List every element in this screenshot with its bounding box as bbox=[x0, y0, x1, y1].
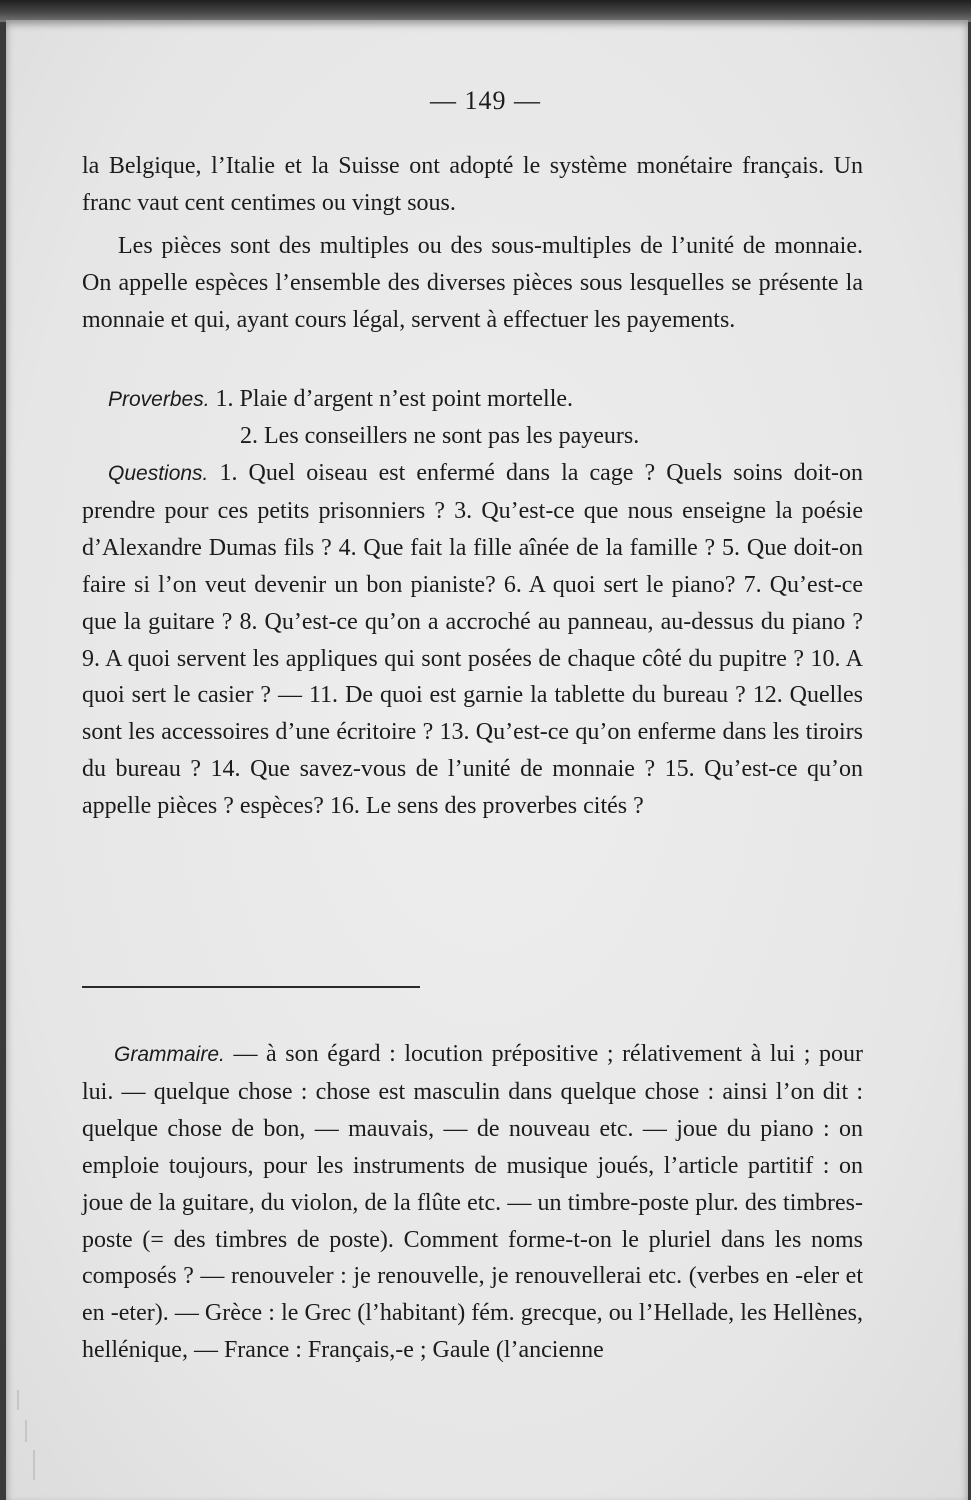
scan-top-edge bbox=[0, 0, 971, 22]
proverbs-label: Proverbes. bbox=[108, 388, 210, 411]
questions-text: 1. Quel oiseau est enfermé dans la cage ? Quels soins doit-on prendre pour ces petits prisonniers ? 3. Qu’est-ce que nous enseigne la poésie d’Alexandre Dumas fils ? 4. Que fait la fille aînée de la famille ? 5. Que doit-on faire si l’on veut devenir un bon pianiste? 6. A quoi sert le piano? 7. Qu’est-ce que la guitare ? 8. Qu’est-ce qu’on a accroché au panneau, au-dessus du piano ? 9. A quoi servent les appliques qui sont posées de chaque côté du pupitre ? 10. A quoi sert le casier ? — 11. De quoi est garnie la tablette du bureau ? 12. Quelles sont les accessoires d’une écritoire ? 13. Qu’est-ce qu’on enferme dans les tiroirs du bureau ? 14. Que savez-vous de l’unité de monnaie ? 15. Qu’est-ce qu’on appelle pièces ? espèces? 16. Le sens des proverbes cités ? bbox=[82, 460, 864, 820]
grammar-label: Grammaire. bbox=[114, 1043, 225, 1066]
proverb-item-1: 1. Plaie d’argent n’est point mortelle. bbox=[215, 386, 574, 412]
grammar-text: — à son égard : locution prépositive ; rélativement à lui ; pour lui. — quelque chose : chose est masculin dans quelque chose : ainsi l’on dit : quelque chose de bon, — mauvais, — de nouveau etc. — joue du piano : on emploie toujours, pour les instruments de musique joués, l’article partitif : on joue de la guitare, du violon, de la flûte etc. — un timbre-poste plur. des timbres-poste (= des timbres de poste). Comment forme-t-on le pluriel dans les noms composés ? — renouveler : je renouvelle, je renouvellerai etc. (verbes en -eler et en -eter). — Grèce : le Grec (l’habitant) fém. grecque, ou l’Hellade, les Hellènes, hellénique, — France : Français,-e ; Gaule (l’ancienne bbox=[82, 1041, 864, 1364]
margin-specks bbox=[14, 1380, 38, 1490]
proverbs-section bbox=[82, 381, 863, 455]
questions-label: Questions. bbox=[108, 462, 209, 485]
paragraph-coins: Les pièces sont des multiples ou des sous-multiples de l’unité de monnaie. On appelle espèces l’ensemble des diverses pièces sous lesquelles se présente la monnaie et qui, ayant cours légal, servent à effectuer les payements. bbox=[82, 233, 863, 333]
proverb-line-2 bbox=[82, 418, 863, 455]
grammar-section bbox=[82, 1036, 863, 1369]
section-divider bbox=[82, 986, 420, 988]
proverb-line-1 bbox=[82, 381, 863, 418]
page-number: — 149 — bbox=[430, 86, 541, 115]
questions-section bbox=[82, 455, 863, 825]
proverb-item-2: 2. Les conseillers ne sont pas les payeurs. bbox=[240, 423, 640, 449]
paragraph-intro: la Belgique, l’Italie et la Suisse ont adopté le système monétaire français. Un franc vaut cent centimes ou vingt sous. bbox=[82, 153, 863, 216]
